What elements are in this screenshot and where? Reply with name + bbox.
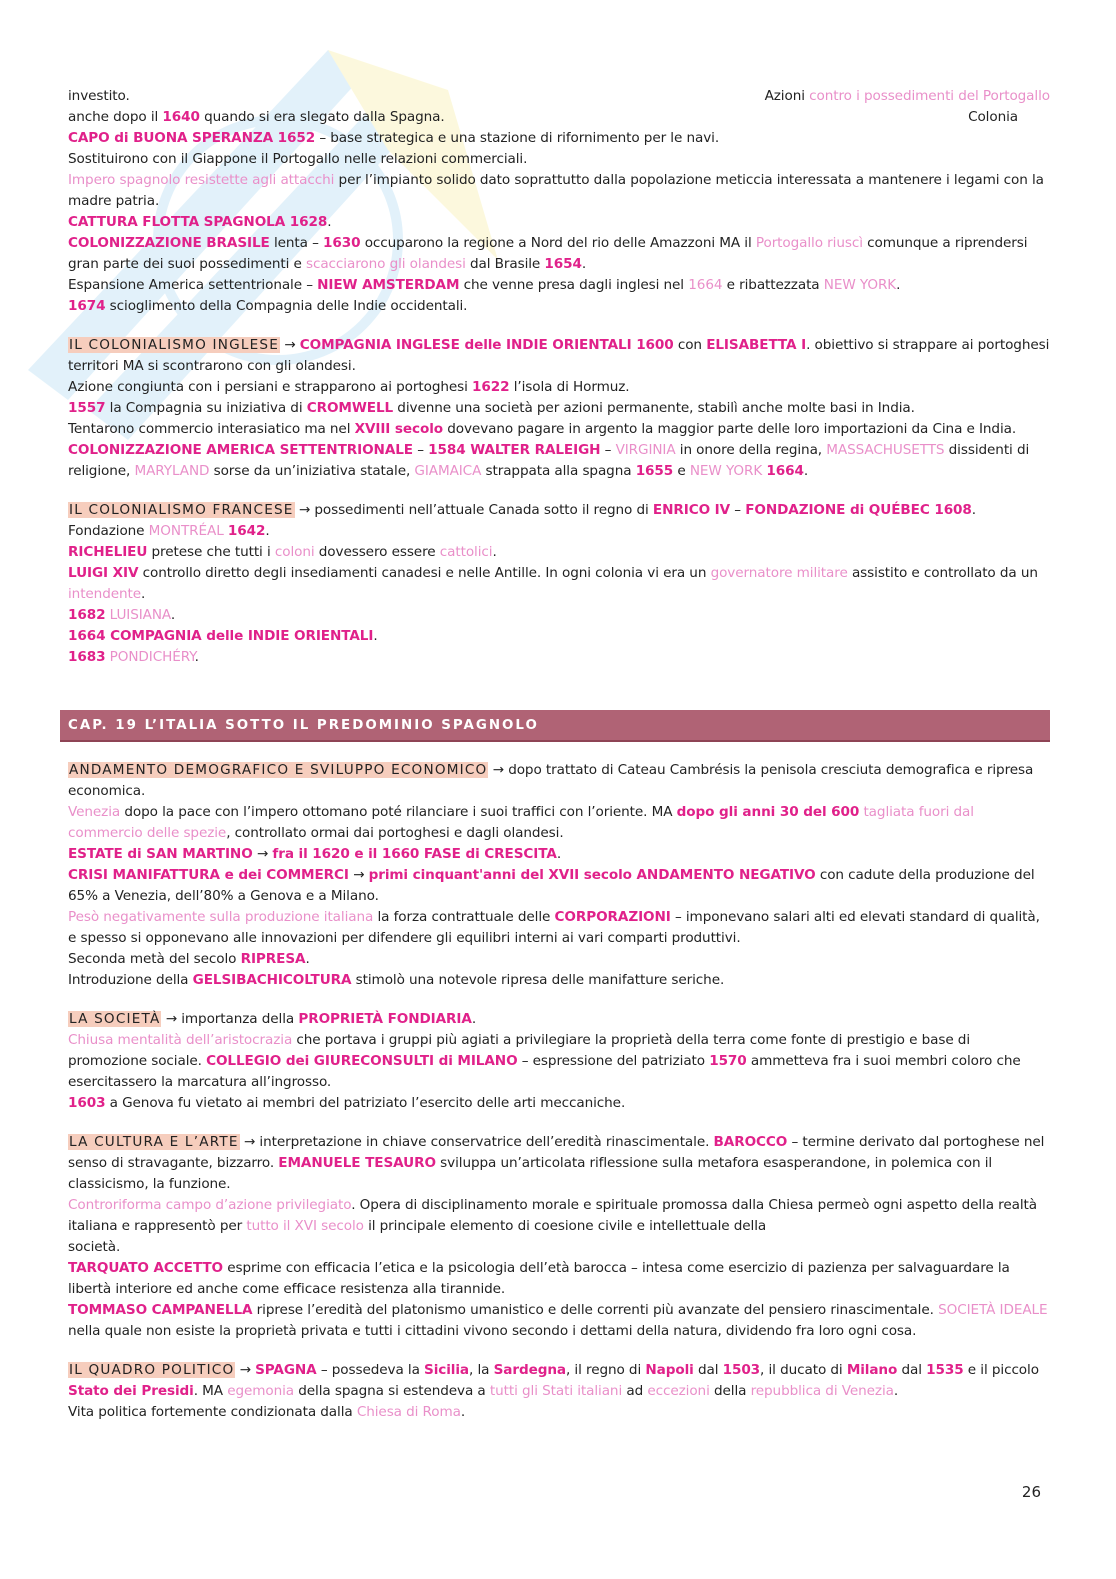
line: [68, 212, 1050, 233]
line: [68, 233, 1050, 275]
section-cultura: [68, 1132, 1050, 1195]
highlight: Controriforma campo d’azione privilegiato: [68, 1197, 352, 1213]
line: [68, 398, 1050, 419]
keyword: ESTATE di SAN MARTINO: [68, 846, 253, 862]
highlight: Chiesa di Roma: [356, 1404, 461, 1420]
line: [68, 949, 1050, 970]
text: con: [673, 337, 707, 353]
text: dal: [897, 1362, 927, 1378]
line: [68, 296, 1050, 317]
keyword: 1570: [709, 1053, 747, 1069]
text: – termine derivato dal portoghese nel senso di stravagante, bizzarro.: [68, 1134, 1045, 1171]
text: comunque a riprendersi gran parte dei suoi possedimenti e: [68, 235, 1028, 272]
text: Azioni: [764, 88, 810, 104]
keyword: CRISI MANIFATTURA e dei COMMERCI: [68, 867, 349, 883]
line: [68, 844, 1050, 865]
keyword: Sardegna: [493, 1362, 566, 1378]
text: Vita politica fortemente condizionata dalla: [68, 1404, 357, 1420]
text: dal: [693, 1362, 723, 1378]
keyword: ELISABETTA I: [706, 337, 807, 353]
text: in onore della regina,: [675, 442, 827, 458]
keyword: Milano: [846, 1362, 898, 1378]
text: dovevano pagare in argento la maggior parte delle loro importazioni da Cina e India.: [443, 421, 1017, 437]
text: , il regno di: [565, 1362, 646, 1378]
text: .: [373, 628, 378, 644]
text: .: [327, 214, 332, 230]
text: . Opera di disciplinamento morale e spirituale promossa dalla Chiesa permeò ogni aspetto della realtà italiana e rappresentò per: [68, 1197, 1037, 1234]
keyword: 1664: [766, 463, 804, 479]
arrow: →: [294, 502, 315, 518]
highlight: SOCIETÀ IDEALE: [938, 1302, 1048, 1318]
keyword: 1642: [227, 523, 266, 539]
keyword: 1664 COMPAGNIA delle INDIE ORIENTALI: [68, 628, 374, 644]
text: per l’impianto solido dato soprattutto dalla popolazione meticcia interessata a mantenere i legami con la madre patria.: [68, 172, 1044, 209]
section-heading: ANDAMENTO DEMOGRAFICO E SVILUPPO ECONOMICO: [69, 762, 488, 778]
arrow: →: [161, 1011, 182, 1027]
text: dovessero essere: [314, 544, 440, 560]
keyword: 1654: [544, 256, 582, 272]
highlight: cattolici: [439, 544, 493, 560]
section-heading: IL COLONIALISMO INGLESE: [69, 337, 280, 353]
line: società.: [68, 1239, 121, 1255]
text: stimolò una notevole ripresa delle manifatture seriche.: [351, 972, 725, 988]
line: [68, 107, 1050, 128]
line: [68, 1258, 1050, 1300]
text: che venne presa dagli inglesi nel: [459, 277, 689, 293]
highlight: repubblica di Venezia: [750, 1383, 894, 1399]
keyword: LUIGI XIV: [68, 565, 139, 581]
keyword: FONDAZIONE di QUÉBEC 1608: [745, 502, 972, 518]
text: dissidenti di religione,: [68, 442, 1030, 479]
highlight: coloni: [274, 544, 315, 560]
line: [68, 1093, 1050, 1114]
line: [68, 626, 1050, 647]
highlight: Chiusa mentalità dell’aristocrazia: [68, 1032, 293, 1048]
keyword: fra il 1620 e il 1660: [272, 846, 420, 862]
line: [68, 440, 1050, 482]
text: sorse da un’iniziativa statale,: [209, 463, 415, 479]
text: l’isola di Hormuz.: [509, 379, 630, 395]
text: con cadute della produzione del 65% a Venezia, dell’80% a Genova e a Milano.: [68, 867, 1035, 904]
arrow: →: [239, 1134, 260, 1150]
line: [68, 377, 1050, 398]
text: Espansione America settentrionale –: [68, 277, 318, 293]
section-demografico: [68, 760, 1050, 802]
keyword: 1603: [68, 1095, 106, 1111]
highlight: MASSACHUSETTS: [826, 442, 945, 458]
text: esprime con efficacia l’etica e la psicologia dell’età barocca – intesa come esercizio di pazienza per salvaguardare la libertà interiore ed anche come efficace resistenza alla tirannide.: [68, 1260, 1010, 1297]
text: e il piccolo: [963, 1362, 1039, 1378]
text: e ribattezzata: [722, 277, 824, 293]
keyword: Sicilia: [424, 1362, 469, 1378]
keyword: 1503: [722, 1362, 761, 1378]
text: .: [556, 846, 562, 862]
text: interpretazione in chiave conservatrice dell’eredità rinascimentale.: [259, 1134, 714, 1150]
line: [68, 170, 1050, 212]
highlight: tutti gli Stati italiani: [489, 1383, 623, 1399]
keyword: FASE di CRESCITA: [419, 846, 557, 862]
section-heading: LA CULTURA E L’ARTE: [69, 1134, 239, 1150]
keyword: SPAGNA: [255, 1362, 317, 1378]
text: – imponevano salari alti ed elevati standard di qualità, e spesso si opponevano alle innovazioni per difendere gli equilibri interni ai vari comparti produttivi.: [68, 909, 1040, 946]
text: .: [194, 649, 199, 665]
text: .: [170, 607, 176, 623]
line: [68, 128, 1050, 149]
section-heading: IL COLONIALISMO FRANCESE: [69, 502, 294, 518]
section-top: [68, 86, 1050, 668]
text: scioglimento della Compagnia delle Indie occidentali.: [105, 298, 468, 314]
text: occuparono la regione a Nord del rio delle Amazzoni MA il: [360, 235, 756, 251]
line: [68, 970, 1050, 991]
highlight: contro i possedimenti del Portogallo: [809, 88, 1050, 104]
text: divenne una società per azioni permanente, stabilì anche molte basi in India.: [393, 400, 915, 416]
text: .: [581, 256, 587, 272]
chapter-heading: CAP. 19 L’ITALIA SOTTO IL PREDOMINIO SPAGNOLO: [60, 710, 1050, 742]
keyword: ENRICO IV: [652, 502, 731, 518]
arrow: →: [488, 762, 509, 778]
section-inglese: [68, 335, 1050, 377]
highlight: tutto il XVI secolo: [246, 1218, 364, 1234]
line: [68, 802, 1050, 844]
keyword: COMPAGNIA INGLESE delle INDIE ORIENTALI 1600: [299, 337, 674, 353]
text: .: [265, 523, 270, 539]
text: strappata alla spagna: [481, 463, 636, 479]
highlight: PONDICHÉRY: [105, 649, 195, 665]
highlight: NEW YORK: [689, 463, 763, 479]
line: [68, 865, 1050, 907]
text: assistito e controllato da un: [847, 565, 1038, 581]
keyword: ANDAMENTO NEGATIVO: [631, 867, 816, 883]
highlight: intendente: [68, 586, 142, 602]
page-number: 26: [1021, 1483, 1041, 1501]
keyword: EMANUELE TESAURO: [278, 1155, 436, 1171]
keyword: 1683: [68, 649, 106, 665]
text: . MA: [193, 1383, 228, 1399]
keyword: 1682: [68, 607, 106, 623]
keyword: primi cinquant'anni del XVII secolo: [368, 867, 632, 883]
keyword: TARQUATO ACCETTO: [68, 1260, 223, 1276]
highlight: NEW YORK: [823, 277, 897, 293]
highlight: VIRGINIA: [615, 442, 676, 458]
text: la Compagnia su iniziativa di: [105, 400, 307, 416]
text: quando si era slegato dalla Spagna.: [199, 109, 445, 125]
text: dopo la pace con l’impero ottomano poté rilanciare i suoi traffici con l’oriente. MA: [120, 804, 677, 820]
keyword: 1622: [472, 379, 510, 395]
keyword: NIEW AMSTERDAM: [317, 277, 460, 293]
highlight: scacciarono gli olandesi: [305, 256, 466, 272]
text: – espressione del patriziato: [517, 1053, 710, 1069]
text: pretese che tutti i: [147, 544, 275, 560]
keyword: 1584 WALTER RALEIGH: [428, 442, 601, 458]
text: Introduzione della: [68, 972, 193, 988]
text: –: [413, 442, 429, 458]
keyword: PROPRIETÀ FONDIARIA: [298, 1011, 472, 1027]
section-heading: IL QUADRO POLITICO: [69, 1362, 235, 1378]
highlight: MARYLAND: [134, 463, 210, 479]
line: [68, 1402, 1050, 1423]
line: [68, 907, 1050, 949]
text: Azione congiunta con i persiani e strapparono ai portoghesi: [68, 379, 473, 395]
text: .: [896, 277, 901, 293]
text: .: [305, 951, 310, 967]
highlight: tagliata fuori dal commercio delle spezie: [68, 804, 974, 841]
arrow: →: [252, 846, 273, 862]
arrow: →: [280, 337, 300, 353]
text: della spagna si estendeva a: [294, 1383, 490, 1399]
text: Fondazione: [68, 523, 149, 539]
text: .: [141, 586, 146, 602]
keyword: Stato dei Presidi: [68, 1383, 194, 1399]
line: [68, 275, 1050, 296]
keyword: XVIII secolo: [354, 421, 444, 437]
keyword: 1630: [323, 235, 361, 251]
text: della: [709, 1383, 751, 1399]
text: – base strategica e una stazione di rifornimento per le navi.: [315, 130, 720, 146]
line: [68, 542, 1050, 563]
text: –: [730, 502, 746, 518]
keyword: GELSIBACHICOLTURA: [192, 972, 352, 988]
line: [68, 647, 1050, 668]
keyword: RIPRESA: [240, 951, 306, 967]
right-note: Colonia: [968, 109, 1018, 125]
highlight: Venezia: [68, 804, 121, 820]
text: .: [460, 1404, 466, 1420]
text: il principale elemento di coesione civile e intellettuale della: [363, 1218, 767, 1234]
highlight: MONTRÉAL: [148, 523, 224, 539]
line: [68, 419, 1050, 440]
highlight: Impero spagnolo resistette agli attacchi: [68, 172, 335, 188]
keyword: CAPO di BUONA SPERANZA 1652: [68, 130, 316, 146]
highlight: eccezioni: [647, 1383, 710, 1399]
keyword: 1655: [635, 463, 674, 479]
keyword: dopo gli anni 30 del 600: [676, 804, 860, 820]
highlight: Pesò negativamente sulla produzione italiana: [68, 909, 374, 925]
keyword: BAROCCO: [713, 1134, 788, 1150]
keyword: 1674: [68, 298, 106, 314]
highlight: egemonia: [227, 1383, 295, 1399]
text: .: [492, 544, 497, 560]
text: e: [673, 463, 690, 479]
line: Sostituirono con il Giappone il Portogallo nelle relazioni commerciali.: [68, 151, 528, 167]
text: ad: [622, 1383, 648, 1399]
text: dopo trattato di Cateau Cambrésis la penisola cresciuta demografica e ripresa economica.: [68, 762, 1034, 799]
text: . obiettivo si strappare ai portoghesi territori MA si scontrarono con gli olandesi.: [68, 337, 1050, 374]
line: [68, 563, 1050, 605]
text: possedimenti nell’attuale Canada sotto il regno di: [314, 502, 653, 518]
keyword: 1557: [68, 400, 106, 416]
section-societa: [68, 1009, 1050, 1030]
text: importanza della: [181, 1011, 299, 1027]
text: .: [893, 1383, 899, 1399]
line: [68, 605, 1050, 626]
keyword: TOMMASO CAMPANELLA: [68, 1302, 253, 1318]
line: [68, 1030, 1050, 1093]
line: [68, 1300, 1050, 1342]
text: Tentarono commercio interasiatico ma nel: [68, 421, 355, 437]
highlight: Portogallo riuscì: [755, 235, 863, 251]
text: , controllato ormai dai portoghesi e dagli olandesi.: [226, 825, 564, 841]
text: dal Brasile: [465, 256, 545, 272]
text: anche dopo il: [68, 109, 163, 125]
keyword: COLONIZZAZIONE AMERICA SETTENTRIONALE: [68, 442, 413, 458]
section-francese: [68, 500, 1050, 521]
keyword: Napoli: [645, 1362, 694, 1378]
section-heading: LA SOCIETÀ: [69, 1011, 161, 1027]
right-note: [765, 86, 1050, 107]
keyword: RICHELIEU: [68, 544, 148, 560]
section-quadro: [68, 1360, 1050, 1402]
text: controllo diretto degli insediamenti canadesi e nelle Antille. In ogni colonia vi era un: [138, 565, 711, 581]
keyword: 1640: [162, 109, 200, 125]
text: –: [600, 442, 616, 458]
arrow: →: [348, 867, 369, 883]
highlight: LUISIANA: [105, 607, 171, 623]
text: .: [471, 1011, 477, 1027]
text: che portava i gruppi più agiati a privilegiare la proprietà della terra come fonte di prestigio e base di promozione sociale.: [68, 1032, 971, 1069]
keyword: CORPORAZIONI: [554, 909, 671, 925]
text: , la: [469, 1362, 494, 1378]
section-chapter-19: [68, 760, 1050, 1423]
keyword: CATTURA FLOTTA SPAGNOLA 1628: [68, 214, 328, 230]
text: sviluppa un’articolata riflessione sulla metafora esasperandone, in polemica con il classicismo, la funzione.: [68, 1155, 993, 1192]
text: , il ducato di: [760, 1362, 847, 1378]
keyword: CROMWELL: [306, 400, 394, 416]
highlight: GIAMAICA: [414, 463, 482, 479]
line: [68, 521, 1050, 542]
arrow: →: [235, 1362, 256, 1378]
highlight: 1664: [688, 277, 723, 293]
keyword: COLONIZZAZIONE BRASILE: [68, 235, 270, 251]
text: lenta –: [269, 235, 324, 251]
text: .: [803, 463, 809, 479]
text: nella quale non esiste la proprietà privata e tutti i cittadini vivono secondo i dettami della natura, dividendo fra loro ogni cosa.: [68, 1323, 917, 1339]
line: [68, 86, 1050, 107]
text: riprese l’eredità del platonismo umanistico e delle correnti più avanzate del pensiero rinascimentale.: [252, 1302, 939, 1318]
line: [68, 1195, 1050, 1237]
text: a Genova fu vietato ai membri del patriziato l’esercito delle arti meccaniche.: [105, 1095, 626, 1111]
text: Seconda metà del secolo: [68, 951, 241, 967]
text: .: [971, 502, 977, 518]
text: la forza contrattuale delle: [373, 909, 555, 925]
text: investito.: [68, 88, 130, 104]
keyword: 1535: [926, 1362, 964, 1378]
highlight: governatore militare: [710, 565, 848, 581]
text: – possedeva la: [316, 1362, 425, 1378]
keyword: COLLEGIO dei GIURECONSULTI di MILANO: [206, 1053, 518, 1069]
text: ammetteva fra i suoi membri coloro che esercitassero la marcatura all’ingrosso.: [68, 1053, 1021, 1090]
